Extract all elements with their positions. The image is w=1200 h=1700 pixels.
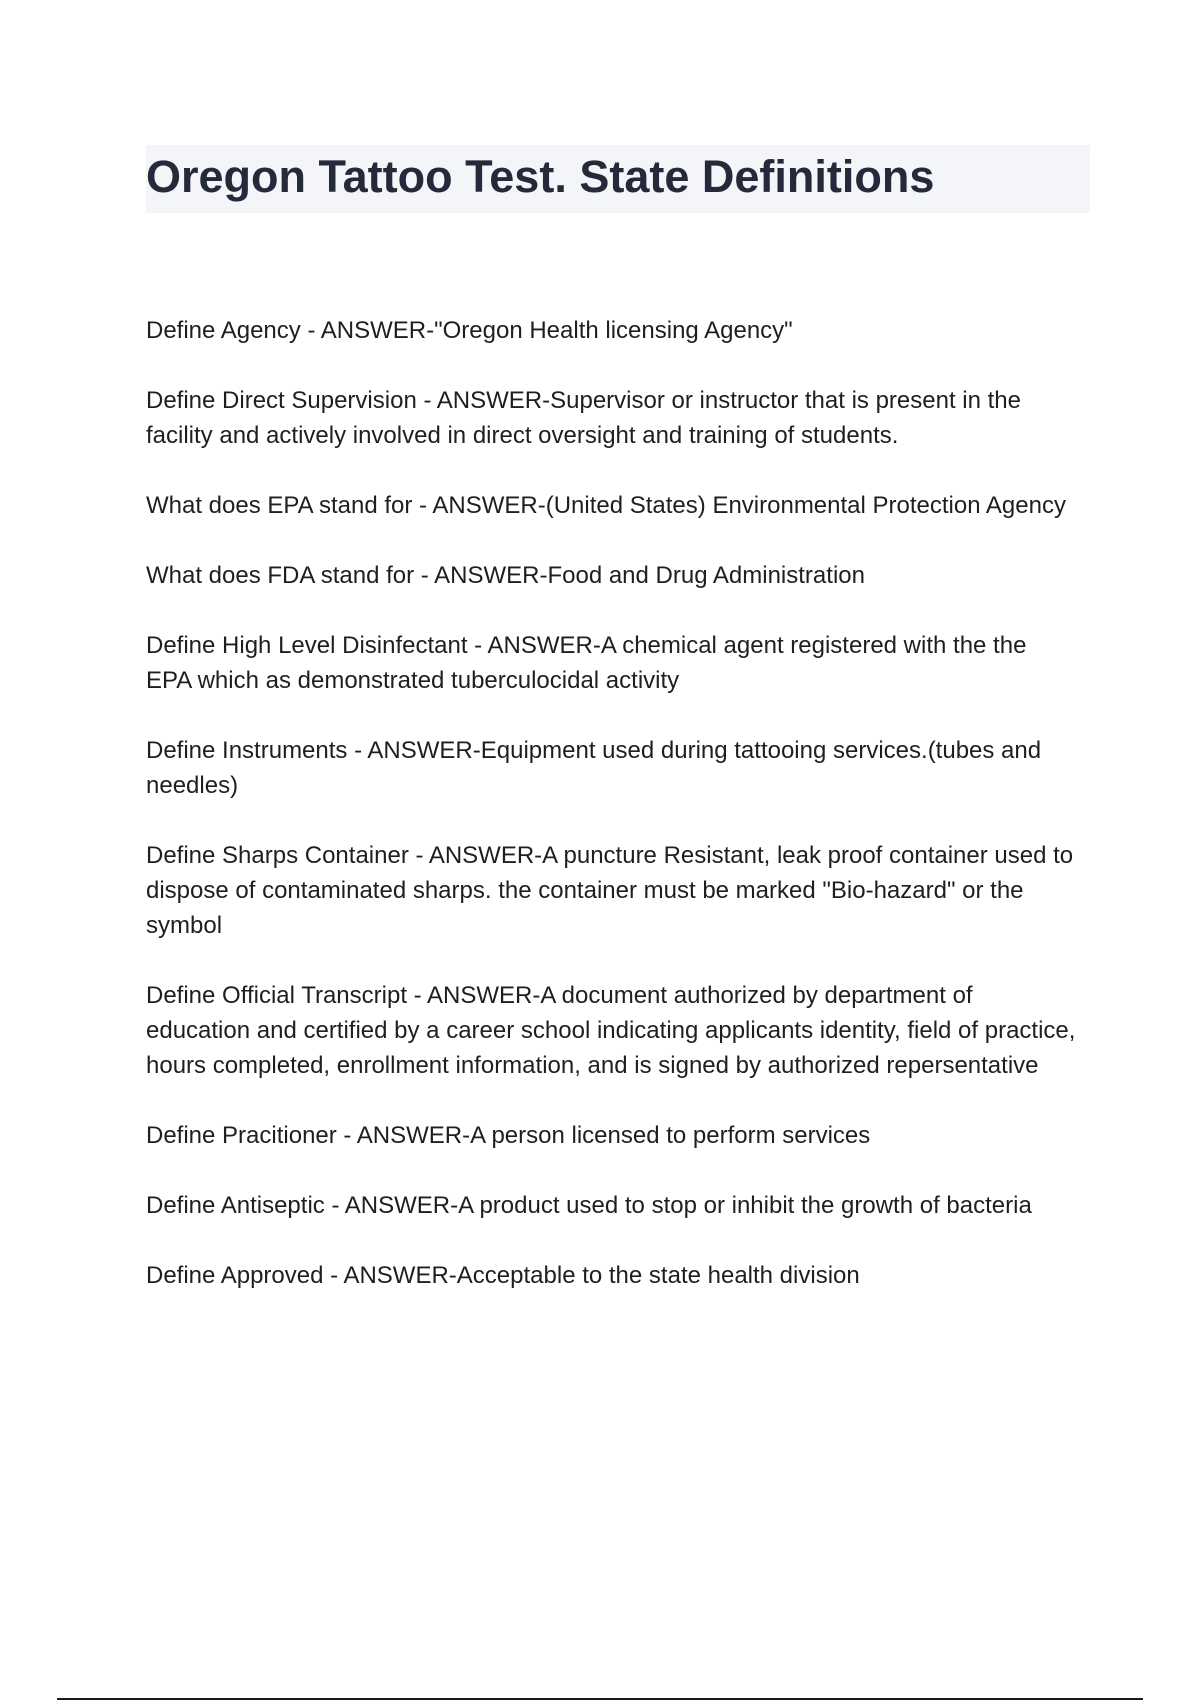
list-item: Define High Level Disinfectant - ANSWER-A chemical agent registered with the the EPA which as demonstrated tuberculocidal activity bbox=[146, 632, 1027, 694]
list-item: What does EPA stand for - ANSWER-(United States) Environmental Protection Agency bbox=[146, 492, 1066, 519]
list-item: Define Agency - ANSWER-"Oregon Health licensing Agency" bbox=[146, 317, 793, 344]
list-item: Define Direct Supervision - ANSWER-Supervisor or instructor that is present in the facility and actively involved in direct oversight and training of students. bbox=[146, 387, 1022, 449]
list-item: Define Antiseptic - ANSWER-A product used to stop or inhibit the growth of bacteria bbox=[146, 1192, 1032, 1219]
list-item: Define Pracitioner - ANSWER-A person licensed to perform services bbox=[146, 1122, 871, 1149]
list-item: Define Official Transcript - ANSWER-A document authorized by department of education and certified by a career school indicating applicants identity, field of practice, hours completed, enrollment information, and is signed by authorized repersentative bbox=[146, 982, 1076, 1079]
title-banner bbox=[146, 145, 1090, 213]
list-item: What does FDA stand for - ANSWER-Food and Drug Administration bbox=[146, 562, 865, 589]
list-item: Define Approved - ANSWER-Acceptable to the state health division bbox=[146, 1262, 860, 1289]
definitions-list bbox=[146, 313, 1076, 1328]
page-title: Oregon Tattoo Test. State Definitions bbox=[146, 151, 935, 202]
list-item: Define Sharps Container - ANSWER-A puncture Resistant, leak proof container used to dispose of contaminated sharps. the container must be marked "Bio-hazard" or the symbol bbox=[146, 842, 1074, 939]
list-item: Define Instruments - ANSWER-Equipment used during tattooing services.(tubes and needles) bbox=[146, 737, 1042, 799]
